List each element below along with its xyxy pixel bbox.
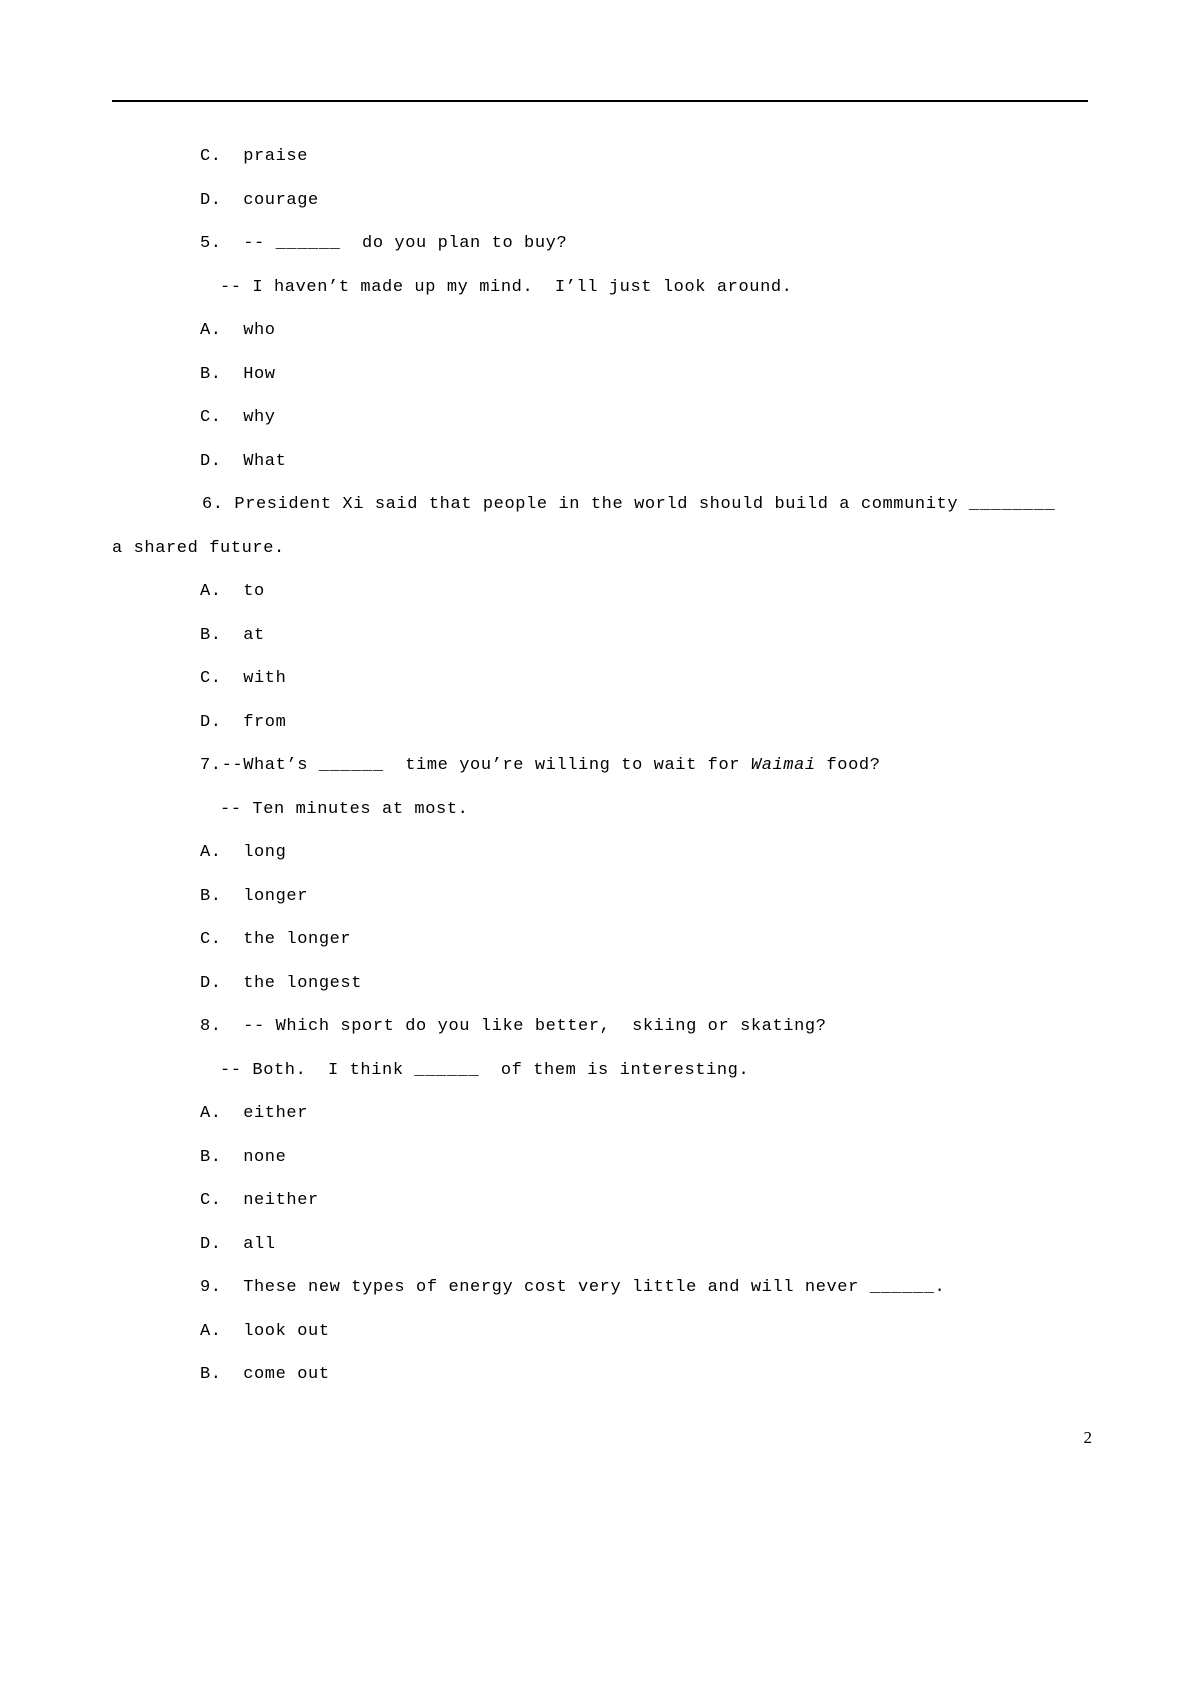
line-text-before: 7.--What’s ______ time you’re willing to wait for [200,756,751,775]
text-line: B. at [200,625,265,645]
line-text-after: food? [815,756,881,775]
text-line-with-italic [112,744,1088,788]
text-line: D. courage [200,190,319,210]
text-line: D. the longest [200,973,363,993]
text-line: B. How [200,364,276,384]
text-line: D. from [200,712,287,732]
text-line: A. long [200,843,287,862]
text-line: 6. President Xi said that people in the world should build a community ________ [202,495,1056,514]
page-number: 2 [1083,1428,1092,1447]
text-line: 8. -- Which sport do you like better, skiing or skating? [200,1017,827,1036]
text-line: 5. -- ______ do you plan to buy? [200,234,568,253]
text-line: -- Ten minutes at most. [220,799,469,819]
text-line: D. all [200,1234,276,1254]
text-line: B. come out [200,1365,330,1384]
text-line: C. praise [200,147,309,166]
italic-term: Waimai [750,756,816,775]
text-line: 9. These new types of energy cost very little and will never ______. [200,1278,946,1297]
text-line: B. longer [200,886,309,906]
text-line: -- I haven’t made up my mind. I’ll just look around. [220,277,793,297]
text-line: A. who [200,321,276,340]
text-line: a shared future. [112,538,285,558]
document-body [112,135,1088,1397]
text-line: C. why [200,408,276,427]
text-line: -- Both. I think ______ of them is interesting. [220,1060,750,1080]
text-line: C. the longer [200,930,352,949]
text-line: A. to [200,582,265,601]
text-line: C. neither [200,1191,319,1210]
header-divider [112,100,1088,102]
text-line: D. What [200,451,287,471]
text-line: A. look out [200,1321,330,1341]
text-line: A. either [200,1104,309,1123]
text-line: C. with [200,669,287,688]
text-line: B. none [200,1147,287,1167]
